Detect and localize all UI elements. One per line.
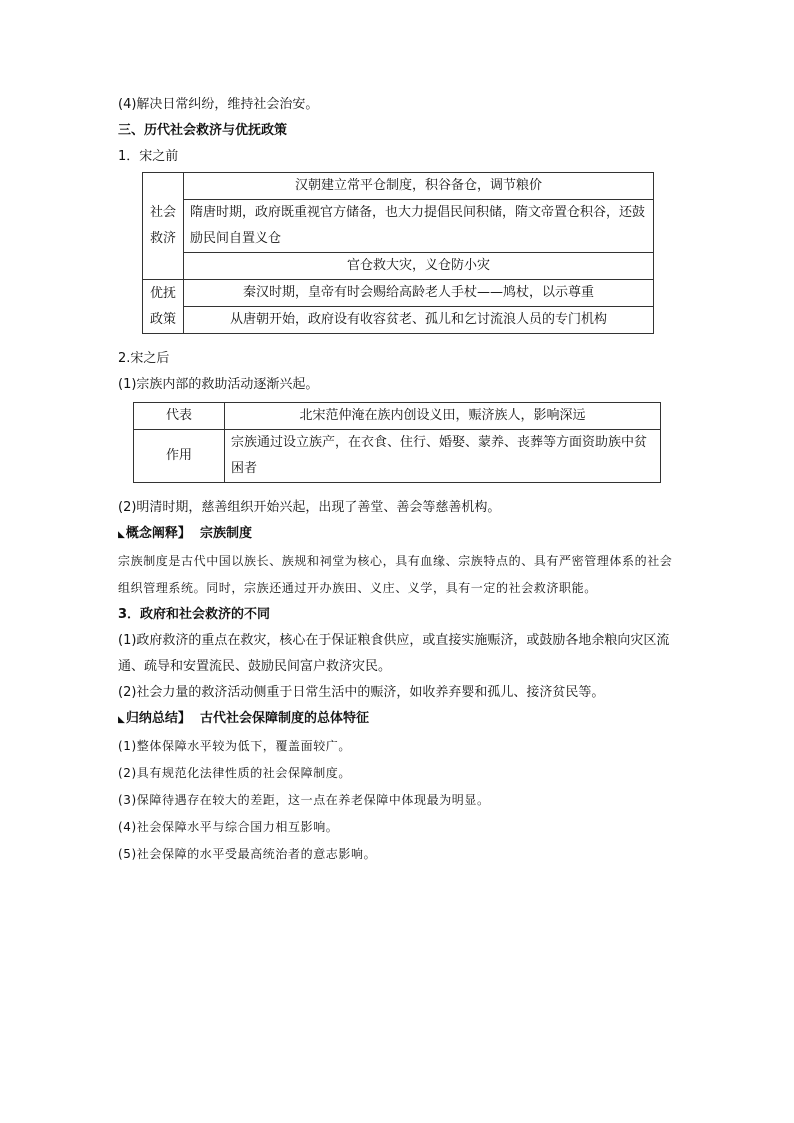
part-3-item-1: (1)政府救济的重点在救灾，核心在于保证粮食供应，或直接实施赈济，或鼓励各地余粮向灾区流通、疏导和安置流民、鼓励民间富户救济灾民。	[118, 633, 670, 674]
pre-song-table	[142, 172, 654, 334]
table1-row2: 隋唐时期，政府既重视官方储备，也大力提倡民间积储，隋文帝置仓积谷，还鼓励民间自置义仓	[184, 200, 654, 253]
part-2-item-1: (1)宗族内部的救助活动逐渐兴起。	[118, 377, 319, 392]
section-3-title: 三、历代社会救济与优抚政策	[118, 123, 288, 138]
representative-value: 北宋范仲淹在族内创设义田，赈济族人，影响深远	[225, 403, 661, 430]
concept-title: 宗族制度	[200, 526, 253, 541]
document-page	[118, 92, 678, 868]
table1-row5: 从唐朝开始，政府设有收容贫老、孤儿和乞讨流浪人员的专门机构	[184, 307, 654, 334]
table1-row3: 官仓救大灾，义仓防小灾	[184, 253, 654, 280]
item-4: (4)解决日常纠纷，维持社会治安。	[118, 97, 319, 112]
summary-tag: 归纳总结】	[125, 711, 191, 726]
part-1-title: 1．宋之前	[118, 149, 179, 164]
summary-item-4: (4)社会保障水平与综合国力相互影响。	[118, 820, 339, 834]
summary-item-2: (2)具有规范化法律性质的社会保障制度。	[118, 766, 351, 780]
summary-heading	[118, 706, 678, 733]
part-3-item-2: (2)社会力量的救济活动侧重于日常生活中的赈济，如收养弃婴和孤儿、接济贫民等。	[118, 685, 605, 700]
concept-text: 宗族制度是古代中国以族长、族规和祠堂为核心，具有血缘、宗族特点的、具有严密管理体系的社会组织管理系统。同时，宗族还通过开办族田、义庄、义学，具有一定的社会救济职能。	[118, 554, 673, 595]
preferential-policy-label: 优抚政策	[143, 280, 184, 334]
post-song-table	[133, 402, 661, 483]
bracket-mark-icon: ◣	[118, 715, 125, 725]
table1-row4: 秦汉时期，皇帝有时会赐给高龄老人手杖——鸠杖，以示尊重	[184, 280, 654, 307]
representative-label: 代表	[134, 403, 225, 430]
bracket-mark-icon: ◣	[118, 530, 125, 540]
concept-heading	[118, 521, 678, 548]
part-2-title: 2.宋之后	[118, 351, 170, 366]
table1-row1: 汉朝建立常平仓制度，积谷备仓，调节粮价	[184, 173, 654, 200]
effect-value: 宗族通过设立族产，在衣食、住行、婚娶、蒙养、丧葬等方面资助族中贫困者	[225, 430, 661, 483]
summary-item-1: (1)整体保障水平较为低下，覆盖面较广。	[118, 739, 351, 753]
summary-item-3: (3)保障待遇存在较大的差距，这一点在养老保障中体现最为明显。	[118, 793, 490, 807]
concept-tag: 概念阐释】	[125, 526, 191, 541]
part-3-title: 3．政府和社会救济的不同	[118, 607, 271, 622]
social-relief-label: 社会救济	[143, 173, 184, 280]
effect-label: 作用	[134, 430, 225, 483]
part-2-item-2: (2)明清时期，慈善组织开始兴起，出现了善堂、善会等慈善机构。	[118, 500, 501, 515]
summary-item-5: (5)社会保障的水平受最高统治者的意志影响。	[118, 847, 377, 861]
summary-title: 古代社会保障制度的总体特征	[200, 711, 370, 726]
